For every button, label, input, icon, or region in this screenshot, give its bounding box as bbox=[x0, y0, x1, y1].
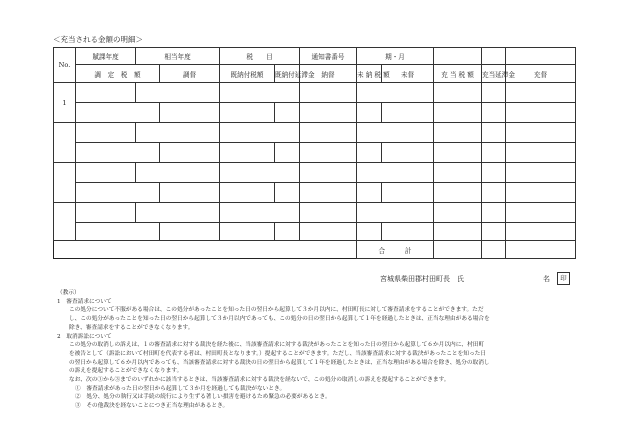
table-cell bbox=[160, 183, 220, 203]
table-cell bbox=[382, 223, 434, 241]
table-cell bbox=[76, 83, 136, 103]
table-cell bbox=[434, 103, 482, 123]
total-label: 合 計 bbox=[357, 241, 434, 259]
table-cell bbox=[357, 143, 382, 163]
table-cell bbox=[76, 223, 160, 241]
table-cell bbox=[434, 183, 482, 203]
table-cell bbox=[220, 203, 300, 223]
table-cell bbox=[482, 83, 506, 103]
total-spacer bbox=[54, 241, 357, 259]
table-cell bbox=[434, 163, 482, 183]
row-number: 1 bbox=[54, 83, 76, 123]
table-cell bbox=[136, 163, 220, 183]
notes-line: の訴えを提起することができなくなります。 bbox=[69, 368, 183, 375]
row-number bbox=[54, 123, 76, 163]
table-cell bbox=[506, 123, 576, 143]
table-cell bbox=[506, 223, 576, 241]
header-unpaid-flag: 未督 bbox=[382, 65, 434, 83]
header-fiscal-year: 賦課年度 bbox=[76, 48, 136, 65]
table-cell bbox=[357, 203, 434, 223]
table-cell bbox=[160, 223, 220, 241]
row-number bbox=[54, 203, 76, 241]
notes-line: この処分の取消しの訴えは、１の審査請求に対する裁決を経た後に、当該審査請求に対する裁決があったことを知った日の翌日から起算して６か月以内に、村田町 bbox=[69, 342, 485, 349]
table-cell bbox=[220, 163, 300, 183]
table-cell bbox=[220, 83, 300, 103]
table-cell bbox=[300, 143, 357, 163]
table-cell bbox=[300, 223, 357, 241]
table-cell bbox=[357, 103, 382, 123]
table-cell bbox=[434, 223, 482, 241]
header-paid-flag: 納督 bbox=[300, 65, 357, 83]
table-cell bbox=[220, 183, 275, 203]
header-assessed-flag: 調督 bbox=[160, 65, 220, 83]
table-cell bbox=[482, 183, 506, 203]
table-cell bbox=[220, 103, 275, 123]
table-cell bbox=[482, 143, 506, 163]
table-cell bbox=[300, 83, 357, 103]
table-cell bbox=[357, 123, 434, 143]
table-cell bbox=[506, 163, 576, 183]
notes-line: 除き、審査請求をすることができなくなります。 bbox=[69, 324, 194, 331]
table-cell bbox=[357, 183, 382, 203]
section-heading: 1 審査請求について bbox=[57, 298, 112, 305]
header-applied-tax: 充 当 税 額 bbox=[434, 65, 482, 83]
table-cell bbox=[506, 143, 576, 163]
table-cell bbox=[382, 183, 434, 203]
header-applicable-year: 相当年度 bbox=[136, 48, 220, 65]
table-cell bbox=[76, 163, 136, 183]
table-cell bbox=[220, 223, 275, 241]
total-cell bbox=[434, 241, 482, 259]
condition-item: ③ その他裁決を経ないことにつき正当な理由があるとき。 bbox=[75, 403, 229, 410]
table-cell bbox=[482, 163, 506, 183]
table-cell bbox=[434, 143, 482, 163]
table-cell bbox=[220, 143, 275, 163]
table-cell bbox=[506, 203, 576, 223]
header-applied-late-fee: 充当延滞金 bbox=[482, 65, 506, 83]
header-notice-number: 通知書番号 bbox=[300, 48, 357, 65]
table-cell bbox=[434, 203, 482, 223]
total-cell bbox=[482, 241, 506, 259]
header-unpaid-tax: 未 納 税 額 bbox=[357, 65, 382, 83]
header-no: No. bbox=[54, 48, 76, 83]
notes-line: を被告として（訴訟において村田町を代表する者は、村田町長となります。）提起することができます。ただし、当該審査請求に対する裁決があったことを知った日 bbox=[69, 350, 487, 357]
header-paid-late-fee: 既納付延滞金 bbox=[275, 65, 300, 83]
row-number bbox=[54, 163, 76, 203]
table-cell bbox=[357, 83, 434, 103]
table-cell bbox=[482, 203, 506, 223]
table-cell bbox=[357, 223, 382, 241]
header-assessed-tax: 調 定 税 額 bbox=[76, 65, 160, 83]
table-cell bbox=[357, 163, 434, 183]
table-cell bbox=[275, 183, 300, 203]
seal-stamp: 印 bbox=[557, 272, 570, 285]
table-cell bbox=[300, 103, 357, 123]
table-cell bbox=[482, 223, 506, 241]
header-tax-item: 税 目 bbox=[220, 48, 300, 65]
notes-line: の翌日から起算して６か月以内であっても、当該審査請求に対する裁決の日の翌日から起算して１年を経過したときは、正当な理由がある場合を除き、処分の取消し bbox=[69, 359, 490, 366]
header-paid-tax: 既納付税額 bbox=[220, 65, 275, 83]
table-cell bbox=[382, 103, 434, 123]
table-cell bbox=[136, 203, 220, 223]
section-heading: 2 取消訴訟について bbox=[57, 333, 112, 340]
table-cell bbox=[300, 123, 357, 143]
header-blank bbox=[506, 48, 576, 65]
table-cell bbox=[275, 103, 300, 123]
table-cell bbox=[275, 143, 300, 163]
notes-heading: （教示） bbox=[57, 290, 80, 296]
table-cell bbox=[76, 143, 160, 163]
header-period: 期・月 bbox=[357, 48, 434, 65]
condition-item: ② 処分、処分の執行又は手続の続行により生ずる著しい損害を避けるため緊急の必要があるとき。 bbox=[75, 394, 331, 401]
table-cell bbox=[160, 103, 220, 123]
condition-item: ① 審査請求があった日の翌日から起算して３か月を経過しても裁決がないとき。 bbox=[75, 385, 286, 392]
table-cell bbox=[136, 123, 220, 143]
table-cell bbox=[275, 223, 300, 241]
notes-line: し、この処分があったことを知った日の翌日から起算して３か月以内であっても、この処分の日の翌日から起算して１年を経過したときは、正当な理由がある場合を bbox=[69, 316, 490, 323]
table-cell bbox=[76, 103, 160, 123]
table-cell bbox=[434, 83, 482, 103]
total-cell bbox=[506, 241, 576, 259]
table-cell bbox=[300, 183, 357, 203]
name-label: 名 bbox=[543, 275, 550, 283]
table-cell bbox=[76, 203, 136, 223]
table-cell bbox=[76, 183, 160, 203]
table-cell bbox=[482, 123, 506, 143]
header-applied-flag: 充督 bbox=[506, 65, 576, 83]
table-cell bbox=[136, 83, 220, 103]
header-blank bbox=[482, 48, 506, 65]
table-cell bbox=[300, 203, 357, 223]
table-cell bbox=[382, 143, 434, 163]
issuer-name: 宮城県柴田郡村田町長 氏 bbox=[380, 275, 464, 283]
table-cell bbox=[506, 83, 576, 103]
table-cell bbox=[160, 143, 220, 163]
table-cell bbox=[506, 103, 576, 123]
notes-line: この処分について不服がある場合は、この処分があったことを知った日の翌日から起算して３か月以内に、村田町長に対して審査請求をすることができます。ただ bbox=[69, 307, 484, 314]
table-cell bbox=[506, 183, 576, 203]
table-cell bbox=[434, 123, 482, 143]
table-cell bbox=[482, 103, 506, 123]
table-cell bbox=[76, 123, 136, 143]
amount-detail-table bbox=[53, 47, 576, 259]
notes-line: なお、次の①から③までのいずれかに該当するときは、当該審査請求に対する裁決を経ないで、この処分の取消しの訴えを提起することができます。 bbox=[69, 377, 450, 384]
section-title: ＜充当される金額の明細＞ bbox=[53, 35, 143, 44]
instructions bbox=[57, 289, 582, 411]
table-cell bbox=[300, 163, 357, 183]
header-blank bbox=[434, 48, 482, 65]
table-cell bbox=[220, 123, 300, 143]
